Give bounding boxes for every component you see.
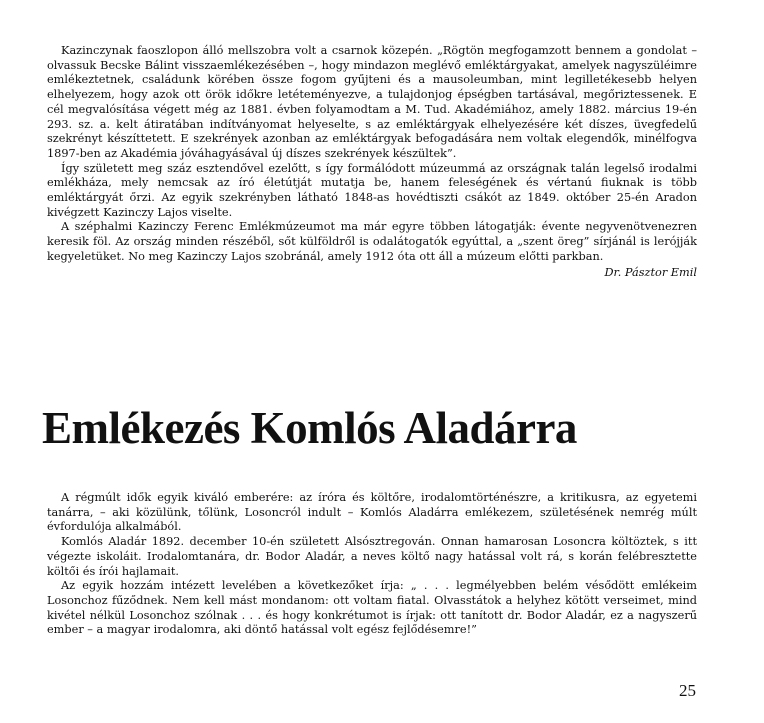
paragraph: A széphalmi Kazinczy Ferenc Emlékmúzeumot ma már egyre többen látogatják: évente negyvenötvenezren keresik föl. Az ország minden részéből, sőt külföldről is odalátogatók egyúttal, a „szent öreg” sírjánál is lerójják kegyeletüket. No meg Kazinczy Lajos szobránál, amely 1912 óta ott áll a múzeum előtti parkban. [47, 220, 697, 263]
paragraph: Komlós Aladár 1892. december 10-én született Alsósztregován. Onnan hamarosan Losoncra költöztek, s itt végezte iskoláit. Irodalomtanára, dr. Bodor Aladár, a neves költő nagy hatással volt rá, s korán felébresztette költői és írói hajlamait. [47, 535, 697, 578]
article-body [47, 491, 697, 638]
author-signature: Dr. Pásztor Emil [604, 265, 697, 279]
paragraph: A régmúlt idők egyik kiváló emberére: az íróra és költőre, irodalomtörténészre, a kritikusra, az egyetemi tanárra, – aki közülünk, tőlünk, Losoncról indult – Komlós Aladárra emlékezem, születésének nemrég múlt évfordulója alkalmából. [47, 491, 697, 534]
page-number: 25 [679, 681, 696, 700]
previous-article-ending [47, 44, 697, 280]
paragraph: Kazinczynak faoszlopon álló mellszobra volt a csarnok közepén. „Rögtön megfogamzott bennem a gondolat – olvassuk Becske Bálint visszaemlékezésében –, hogy mindazon meglévő emléktárgyakat, amelyek nagyszüléimre emlékeztetnek, családunk körében össze fogom gyűjteni és a mausoleumban, mint legilletékesebb helyen elhelyezem, hogy azok ott örök időkre letéteményezve, a tulajdonjog épségben tartásával, megőriztessenek. E cél megvalósítása végett még az 1881. évben folyamodtam a M. Tud. Akadémiához, amely 1882. március 19-én 293. sz. a. kelt átiratában indítványomat helyeselte, s az emléktárgyak elhelyezésére két díszes, üvegfedelű szekrényt készíttetett. E szekrények azonban az emléktárgyak befogadására nem voltak elegendők, minélfogva 1897-ben az Akadémia jóváhagyásával új díszes szekrények készültek”. [47, 44, 697, 160]
paragraph: Az egyik hozzám intézett levelében a következőket írja: „ . . . legmélyebben belém vésődött emlékeim Losonchoz fűződnek. Nem kell mást mondanom: ott voltam fiatal. Olvasstátok a helyhez kötött verseimet, mind kivétel nélkül Losonchoz szólnak . . . és hogy konkrétumot is írjak: ott tanított dr. Bodor Aladár, ez a nagyszerű ember – a magyar irodalomra, aki döntő hatással volt egész fejlődésemre!” [47, 579, 697, 637]
article-title: Emlékezés Komlós Aladárra [42, 403, 577, 453]
paragraph: Így született meg száz esztendővel ezelőtt, s így formálódott múzeummá az országnak talán legelső irodalmi emlékháza, mely nemcsak az író életútját mutatja be, hanem feleségének és vértanú fiuknak is több emléktárgyát őrzi. Az egyik szekrényben látható 1848-as hovédtiszti csákót az 1849. október 25-én Aradon kivégzett Kazinczy Lajos viselte. [47, 161, 697, 219]
